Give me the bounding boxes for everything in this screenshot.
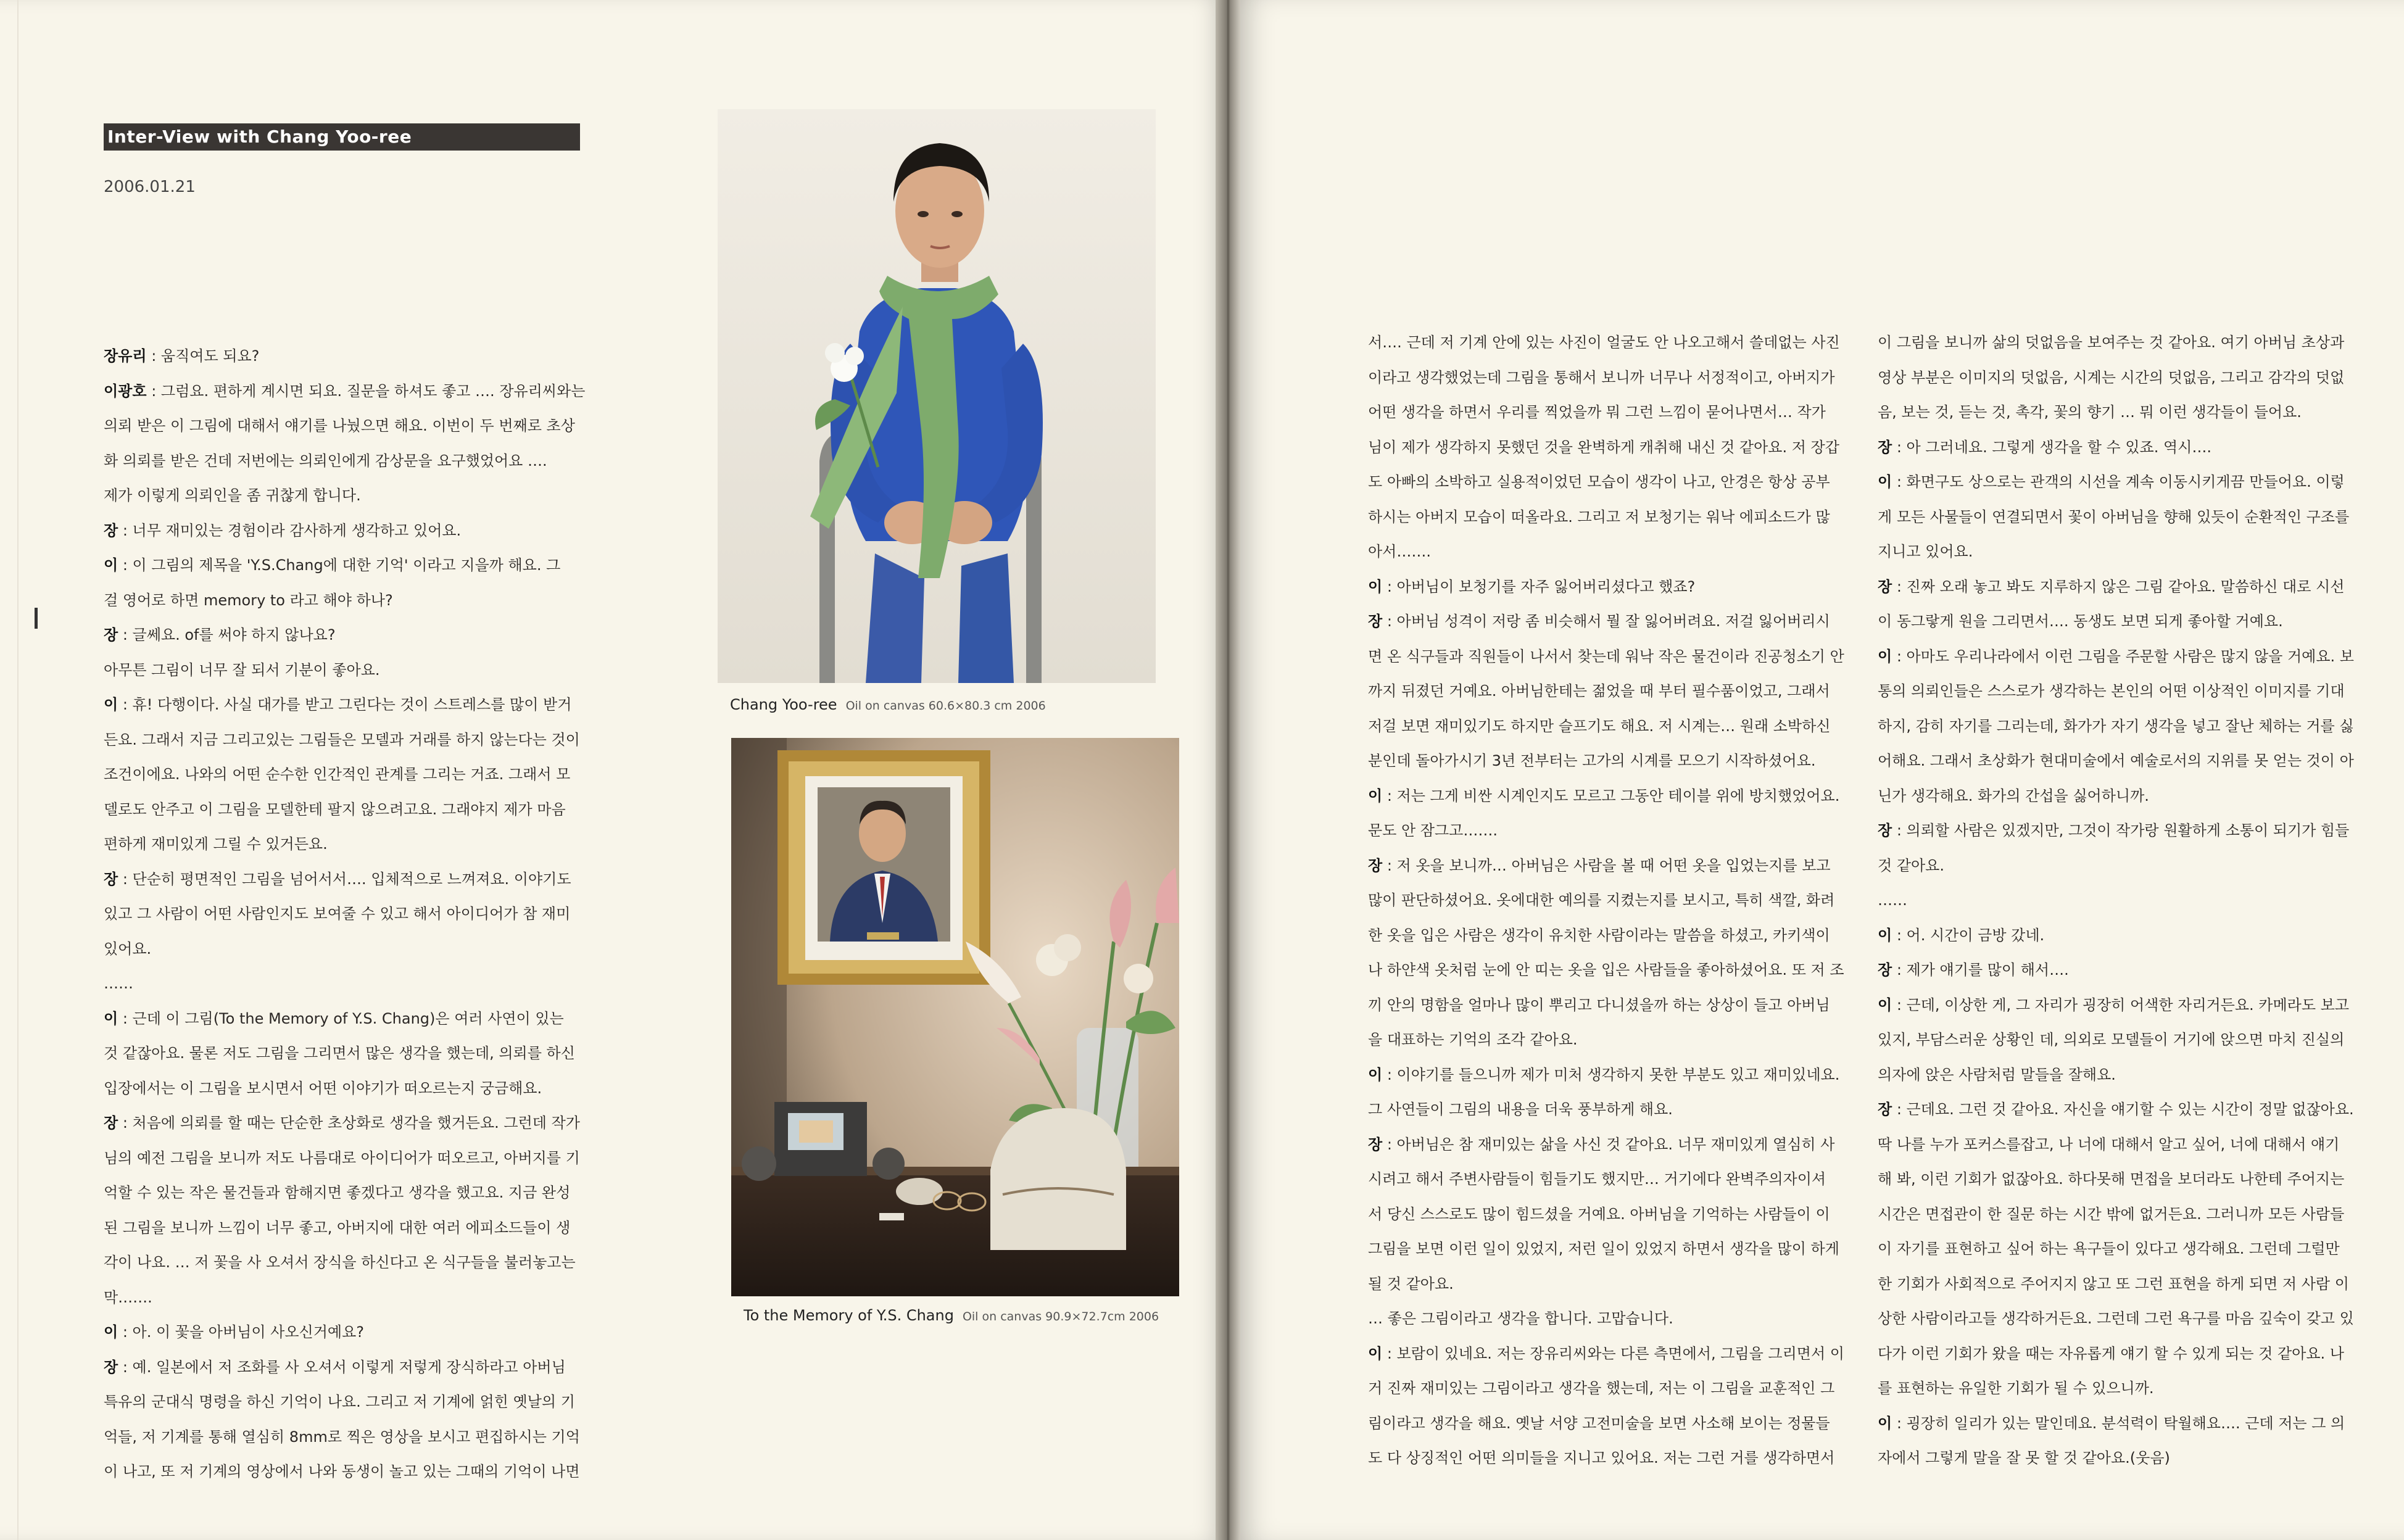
line-text: 이 나고, 또 저 기계의 영상에서 나와 동생이 놀고 있는 그때의 기억이 나면 — [104, 1463, 580, 1480]
text-line — [104, 1001, 616, 1037]
line-text: : 아 그러네요. 그렇게 생각을 할 수 있죠. 역시…. — [1892, 438, 2211, 456]
text-line — [104, 374, 616, 409]
line-text: 을 대표하는 기억의 조각 같아요. — [1368, 1031, 1578, 1048]
line-text: 서 당신 스스로도 많이 힘드셨을 거예요. 아버님을 기억하는 사람들이 이 — [1368, 1205, 1830, 1223]
line-text: 그 사연들이 그림의 내용을 더욱 풍부하게 해요. — [1368, 1101, 1673, 1118]
text-line — [104, 1454, 616, 1489]
text-line — [104, 966, 616, 1001]
text-line — [104, 548, 616, 583]
line-text: 그림을 보면 이런 일이 있었지, 저런 일이 있었지 하면서 생각을 많이 하게 — [1368, 1240, 1839, 1257]
speaker-label: 이 — [1368, 1344, 1383, 1362]
line-text: 닌가 생각해요. 화가의 간섭을 싫어하니까. — [1878, 787, 2149, 805]
text-line — [1878, 1197, 2365, 1232]
line-text: 도 다 상징적인 어떤 의미들을 지니고 있어요. 저는 그런 거를 생각하면서 — [1368, 1449, 1835, 1467]
line-text: 될 것 같아요. — [1368, 1275, 1454, 1293]
line-text: 특유의 군대식 명령을 하신 기억이 나요. 그리고 저 기계에 얽힌 옛날의 기 — [104, 1393, 575, 1410]
line-text: 거 진짜 재미있는 그림이라고 생각을 했는데, 저는 이 그림을 교훈적인 그 — [1368, 1380, 1835, 1397]
text-line — [1368, 1058, 1855, 1093]
speaker-label: 장 — [104, 521, 118, 539]
line-text: 아무튼 그림이 너무 잘 되서 기분이 좋아요. — [104, 661, 380, 679]
line-text: : 예. 일본에서 저 조화를 사 오셔서 이렇게 저렇게 장식하라고 아버님 — [118, 1358, 566, 1376]
text-line — [1368, 1197, 1855, 1232]
line-text: 있고 그 사람이 어떤 사람인지도 보여줄 수 있고 해서 아이디어가 참 재미 — [104, 905, 571, 922]
text-line — [1368, 569, 1855, 605]
text-line — [1368, 848, 1855, 884]
line-text: 이라고 생각했었는데 그림을 통해서 보니까 너무나 서정적이고, 아버지가 — [1368, 368, 1835, 386]
line-text: 의자에 앉은 사람처럼 말들을 잘해요. — [1878, 1066, 2116, 1083]
line-text: 음, 보는 것, 듣는 것, 촉각, 꽃의 향기 … 뭐 이런 생각들이 들어요. — [1878, 404, 2302, 421]
text-line — [104, 722, 616, 758]
speaker-label: 장 — [1368, 613, 1383, 630]
line-text: 영상 부분은 이미지의 덧없음, 시계는 시간의 덧없음, 그리고 감각의 덧없 — [1878, 368, 2345, 386]
line-text: : 보람이 있네요. 저는 장유리씨와는 다른 측면에서, 그림을 그리면서 이 — [1382, 1344, 1844, 1362]
text-line — [104, 1036, 616, 1071]
line-text: 막……. — [104, 1288, 152, 1306]
line-text: : 근데요. 그런 것 같아요. 자신을 얘기할 수 있는 시간이 정말 없잖아요. — [1892, 1101, 2354, 1118]
text-line — [1878, 674, 2365, 709]
line-text: … 좋은 그림이라고 생각을 합니다. 고맙습니다. — [1368, 1310, 1673, 1327]
line-text: 다가 이런 기회가 왔을 때는 자유롭게 얘기 할 수 있게 되는 것 같아요. 나 — [1878, 1344, 2344, 1362]
speaker-label: 이 — [1878, 926, 1892, 944]
speaker-label: 이 — [104, 557, 118, 574]
text-line — [1368, 709, 1855, 744]
line-text: : 이야기를 들으니까 제가 미처 생각하지 못한 부분도 있고 재미있네요. — [1382, 1066, 1840, 1083]
line-text: : 굉장히 일리가 있는 말인데요. 분석력이 탁월해요…. 근데 저는 그 의 — [1892, 1414, 2345, 1432]
text-line — [1878, 325, 2365, 360]
line-text: 있어요. — [104, 940, 152, 958]
text-line — [1368, 953, 1855, 988]
line-text: 하지, 감히 자기를 그리는데, 화가가 자기 생각을 넣고 잘난 체하는 거를 싫 — [1878, 717, 2354, 735]
text-line — [1878, 779, 2365, 814]
speaker-label: 이 — [1878, 1414, 1892, 1432]
line-text: 편하게 재미있게 그릴 수 있거든요. — [104, 835, 328, 853]
line-text: : 화면구도 상으로는 관객의 시선을 계속 이동시키게끔 만들어요. 이렇 — [1892, 473, 2345, 491]
line-text: 조건이에요. 나와의 어떤 순수한 인간적인 관계를 그리는 거죠. 그래서 모 — [104, 766, 571, 783]
line-text: 있지, 부담스러운 상황인 데, 의외로 모델들이 거기에 앉으면 마치 진실의 — [1878, 1031, 2345, 1048]
speaker-label: 장 — [1368, 856, 1383, 874]
text-line — [1878, 430, 2365, 465]
text-line — [104, 757, 616, 792]
line-text: 저걸 보면 재미있기도 하지만 슬프기도 해요. 저 시계는… 원래 소박하신 — [1368, 717, 1831, 735]
line-text: 시간은 면접관이 한 질문 하는 시간 밖에 없거든요. 그러니까 모든 사람들 — [1878, 1205, 2345, 1223]
text-line — [1368, 1092, 1855, 1127]
line-text: 문도 안 잠그고……. — [1368, 822, 1498, 839]
line-text: 님이 제가 생각하지 못했던 것을 완벽하게 캐취해 내신 것 같아요. 저 장갑 — [1368, 438, 1839, 456]
text-line — [104, 862, 616, 897]
text-line — [1878, 918, 2365, 953]
line-text: 통의 의뢰인들은 스스로가 생각하는 본인의 어떤 이상적인 이미지를 기대 — [1878, 682, 2345, 700]
speaker-label: 이 — [1878, 473, 1892, 491]
caption-memory-title: To the Memory of Y.S. Chang — [744, 1307, 954, 1324]
line-text: : 어. 시간이 금방 갔네. — [1892, 926, 2045, 944]
text-line — [1368, 1267, 1855, 1302]
text-line — [1878, 1162, 2365, 1197]
text-line — [1368, 1232, 1855, 1267]
speaker-label: 이 — [104, 1009, 118, 1027]
text-line — [1878, 1267, 2365, 1302]
text-line — [1368, 1162, 1855, 1197]
text-line — [1368, 360, 1855, 395]
text-line — [1368, 813, 1855, 848]
text-line — [1878, 1406, 2365, 1441]
speaker-label: 장 — [1878, 961, 1892, 979]
line-text: 어떤 생각을 하면서 우리를 찍었을까 뭐 그런 느낌이 묻어나면서… 작가 — [1368, 404, 1826, 421]
text-line — [1878, 1058, 2365, 1093]
text-line — [104, 1420, 616, 1455]
line-text: 한 기회가 사회적으로 주어지지 않고 또 그런 표현을 하게 되면 저 사람 이 — [1878, 1275, 2349, 1293]
text-line — [104, 653, 616, 688]
line-text: 림이라고 생각을 해요. 옛날 서양 고전미술을 보면 사소해 보이는 정물들 — [1368, 1414, 1830, 1432]
line-text: 든요. 그래서 지금 그리고있는 그림들은 모델과 거래를 하지 않는다는 것이 — [104, 731, 580, 748]
interview-title: Inter-View with Chang Yoo-ree — [107, 126, 412, 147]
left-text-column — [104, 339, 616, 1489]
line-text: 끼 안의 명함을 얼마나 많이 뿌리고 다니셨을까 하는 상상이 들고 아버님 — [1368, 996, 1830, 1014]
interview-date: 2006.01.21 — [104, 178, 196, 196]
text-line — [1368, 1371, 1855, 1406]
margin-mark — [35, 608, 38, 629]
interview-title-bar — [104, 123, 580, 151]
text-line — [1878, 639, 2365, 674]
text-line — [104, 932, 616, 967]
line-text: 이 자기를 표현하고 싶어 하는 욕구들이 있다고 생각해요. 그런데 그럴만 — [1878, 1240, 2340, 1257]
text-line — [1878, 604, 2365, 639]
caption-portrait-details: Oil on canvas 60.6×80.3 cm 2006 — [845, 699, 1046, 713]
line-text: : 아버님은 참 재미있는 삶을 사신 것 같아요. 너무 재미있게 열심히 사 — [1382, 1135, 1835, 1153]
text-line — [1368, 988, 1855, 1023]
text-line — [1368, 500, 1855, 535]
text-line — [1878, 848, 2365, 884]
speaker-label: 장유리 — [104, 347, 147, 365]
line-text: 된 그림을 보니까 느낌이 너무 좋고, 아버지에 대한 여러 에피소드들이 생 — [104, 1219, 571, 1236]
speaker-label: 이 — [1368, 787, 1383, 805]
text-line — [1878, 1301, 2365, 1336]
text-line — [1878, 953, 2365, 988]
text-line — [1878, 1022, 2365, 1058]
text-line — [104, 1385, 616, 1420]
line-text: : 의뢰할 사람은 있겠지만, 그것이 작가랑 원활하게 소통이 되기가 힘들 — [1892, 822, 2350, 839]
text-line — [1368, 743, 1855, 779]
line-text: …… — [1878, 892, 1907, 909]
text-line — [1368, 430, 1855, 465]
text-line — [104, 1280, 616, 1315]
text-line — [1368, 1441, 1855, 1476]
line-text: …… — [104, 975, 133, 992]
right-page — [1233, 0, 2404, 1540]
text-line — [1878, 1371, 2365, 1406]
text-line — [1368, 674, 1855, 709]
line-text: 이 동그랗게 원을 그리면서…. 동생도 보면 되게 좋아할 거예요. — [1878, 613, 2283, 630]
line-text: : 아마도 우리나라에서 이런 그림을 주문할 사람은 많지 않을 거예요. 보 — [1892, 647, 2354, 665]
text-line — [1878, 1336, 2365, 1372]
text-line — [1878, 395, 2365, 430]
text-line — [1368, 395, 1855, 430]
line-text: 입장에서는 이 그림을 보시면서 어떤 이야기가 떠오르는지 궁금해요. — [104, 1079, 542, 1097]
text-line — [1368, 779, 1855, 814]
text-line — [1368, 534, 1855, 569]
speaker-label: 이 — [1878, 647, 1892, 665]
text-line — [1878, 500, 2365, 535]
text-line — [1878, 1232, 2365, 1267]
line-text: 까지 뒤졌던 거예요. 아버님한테는 젊었을 때 부터 필수품이었고, 그래서 — [1368, 682, 1830, 700]
text-line — [104, 1211, 616, 1246]
line-text: 많이 판단하셨어요. 옷에대한 예의를 지켰는지를 보시고, 특히 색깔, 화려 — [1368, 892, 1835, 909]
line-text: 시려고 해서 주변사람들이 힘들기도 했지만… 거기에다 완벽주의자이셔 — [1368, 1170, 1826, 1188]
book-gutter — [1216, 0, 1240, 1540]
text-line — [1368, 1022, 1855, 1058]
speaker-label: 장 — [104, 1114, 118, 1132]
text-line — [104, 618, 616, 653]
line-text: 아서……. — [1368, 543, 1431, 560]
text-line — [1878, 988, 2365, 1023]
text-line — [1878, 813, 2365, 848]
line-text: 면 온 식구들과 직원들이 나서서 찾는데 워낙 작은 물건이라 진공청소기 안 — [1368, 647, 1844, 665]
speaker-label: 장 — [1878, 578, 1892, 595]
line-text: : 단순히 평면적인 그림을 넘어서서…. 입체적으로 느껴져요. 이야기도 — [118, 870, 571, 888]
text-line — [1368, 1301, 1855, 1336]
line-text: 어해요. 그래서 초상화가 현대미술에서 예술로서의 지위를 못 얻는 것이 아 — [1878, 752, 2354, 769]
text-line — [104, 513, 616, 549]
line-text: 델로도 안주고 이 그림을 모델한테 팔지 않으려고요. 그래야지 제가 마음 — [104, 800, 566, 818]
line-text: 것 같잖아요. 물론 저도 그림을 그리면서 많은 생각을 했는데, 의뢰를 하신 — [104, 1045, 575, 1062]
speaker-label: 장 — [104, 870, 118, 888]
line-text: 하시는 아버지 모습이 떠올라요. 그리고 저 보청기는 워낙 에피소드가 많 — [1368, 508, 1830, 526]
speaker-label: 장 — [104, 626, 118, 644]
speaker-label: 이 — [1878, 996, 1892, 1014]
line-text: 도 아빠의 소박하고 실용적이었던 모습이 생각이 나고, 안경은 항상 공부 — [1368, 473, 1830, 491]
line-text: : 처음에 의뢰를 할 때는 단순한 초상화로 생각을 했거든요. 그런데 작가 — [118, 1114, 580, 1132]
right-text-column-1 — [1368, 325, 1855, 1476]
text-line — [104, 583, 616, 618]
line-text: : 움직여도 되요? — [146, 347, 260, 365]
line-text: : 아버님 성격이 저랑 좀 비슷해서 뭘 잘 잃어버려요. 저걸 잃어버리시 — [1382, 613, 1830, 630]
speaker-label: 장 — [104, 1358, 118, 1376]
speaker-label: 이 — [1368, 1066, 1383, 1083]
caption-memory — [744, 1307, 1159, 1324]
text-line — [104, 792, 616, 827]
text-line — [1368, 1406, 1855, 1441]
memory-painting — [731, 738, 1179, 1296]
line-text: : 이 그림의 제목을 'Y.S.Chang에 대한 기억' 이라고 지을까 해요. 그 — [118, 557, 561, 574]
line-text: 분인데 돌아가시기 3년 전부터는 고가의 시계를 모으기 시작하셨어요. — [1368, 752, 1816, 769]
text-line — [104, 896, 616, 932]
text-line — [104, 1071, 616, 1106]
line-text: 를 표현하는 유일한 기회가 될 수 있으니까. — [1878, 1380, 2154, 1397]
line-text: : 근데 이 그림(To the Memory of Y.S. Chang)은 여러 사연이 있는 — [118, 1009, 564, 1027]
line-text: 서…. 근데 저 기계 안에 있는 사진이 얼굴도 안 나오고해서 쓸데없는 사진 — [1368, 334, 1840, 351]
speaker-label: 이 — [104, 696, 118, 713]
text-line — [1368, 325, 1855, 360]
text-line — [1878, 743, 2365, 779]
text-line — [1878, 883, 2365, 918]
line-text: : 저는 그게 비싼 시계인지도 모르고 그동안 테이블 위에 방치했었어요. — [1382, 787, 1840, 805]
page-edge — [17, 0, 19, 1540]
line-text: 억들, 저 기계를 통해 열심히 8mm로 찍은 영상을 보시고 편집하시는 기억 — [104, 1428, 580, 1446]
text-line — [104, 1315, 616, 1350]
speaker-label: 장 — [1878, 438, 1892, 456]
line-text: : 아. 이 꽃을 아버님이 사오신거예요? — [118, 1323, 364, 1341]
speaker-label: 이 — [104, 1323, 118, 1341]
text-line — [104, 1350, 616, 1385]
text-line — [104, 827, 616, 862]
speaker-label: 장 — [1878, 822, 1892, 839]
text-line — [1878, 360, 2365, 395]
line-text: : 근데, 이상한 게, 그 자리가 굉장히 어색한 자리거든요. 카메라도 보고 — [1892, 996, 2350, 1014]
text-line — [1368, 604, 1855, 639]
text-line — [1878, 569, 2365, 605]
portrait-painting — [718, 109, 1156, 683]
caption-portrait-title: Chang Yoo-ree — [730, 696, 837, 713]
line-text: 님의 예전 그림을 보니까 저도 나름대로 아이디어가 떠오르고, 아버지를 기 — [104, 1149, 580, 1167]
speaker-label: 이 — [1368, 578, 1383, 595]
line-text: : 저 옷을 보니까… 아버님은 사람을 볼 때 어떤 옷을 입었는지를 보고 — [1382, 856, 1831, 874]
line-text: : 그럼요. 편하게 계시면 되요. 질문을 하셔도 좋고 …. 장유리씨와는 — [146, 382, 586, 400]
text-line — [104, 408, 616, 444]
caption-memory-details: Oil on canvas 90.9×72.7cm 2006 — [962, 1310, 1159, 1323]
line-text: 화 의뢰를 받은 건데 저번에는 의뢰인에게 감상문을 요구했었어요 …. — [104, 452, 547, 470]
line-text: : 진짜 오래 놓고 봐도 지루하지 않은 그림 같아요. 말씀하신 대로 시선 — [1892, 578, 2345, 595]
text-line — [1368, 1127, 1855, 1162]
text-line — [104, 687, 616, 722]
line-text: 자에서 그렇게 말을 잘 못 할 것 같아요.(웃음) — [1878, 1449, 2170, 1467]
text-line — [1878, 1127, 2365, 1162]
line-text: : 글쎄요. of를 써야 하지 않나요? — [118, 626, 336, 644]
line-text: 게 모든 사물들이 연결되면서 꽃이 아버님을 향해 있듯이 순환적인 구조를 — [1878, 508, 2350, 526]
line-text: 의뢰 받은 이 그림에 대해서 얘기를 나눴으면 해요. 이번이 두 번째로 초상 — [104, 417, 575, 434]
right-text-column-2 — [1878, 325, 2365, 1476]
line-text: 지니고 있어요. — [1878, 543, 1973, 560]
line-text: 한 옷을 입은 사람은 생각이 유치한 사람이라는 말씀을 하셨고, 카키색이 — [1368, 926, 1830, 944]
text-line — [104, 1245, 616, 1280]
text-line — [104, 1141, 616, 1176]
text-line — [1368, 639, 1855, 674]
text-line — [1368, 1336, 1855, 1372]
line-text: 딱 나를 누가 포커스를잡고, 나 너에 대해서 알고 싶어, 너에 대해서 얘기 — [1878, 1135, 2340, 1153]
line-text: 이 그림을 보니까 삶의 덧없음을 보여주는 것 같아요. 여기 아버님 초상과 — [1878, 334, 2345, 351]
speaker-label: 이광호 — [104, 382, 147, 400]
text-line — [1878, 1441, 2365, 1476]
line-text: 것 같아요. — [1878, 856, 1944, 874]
text-line — [104, 1175, 616, 1211]
text-line — [104, 444, 616, 479]
text-line — [104, 339, 616, 374]
text-line — [104, 1106, 616, 1141]
caption-portrait — [730, 696, 1046, 713]
line-text: : 너무 재미있는 경험이라 감사하게 생각하고 있어요. — [118, 521, 462, 539]
line-text: : 휴! 다행이다. 사실 대가를 받고 그린다는 것이 스트레스를 많이 받거 — [118, 696, 572, 713]
line-text: 제가 이렇게 의뢰인을 좀 귀찮게 합니다. — [104, 487, 361, 504]
text-line — [1368, 883, 1855, 918]
line-text: 나 하얀색 옷처럼 눈에 안 띠는 옷을 입은 사람들을 좋아하셨어요. 또 저 조 — [1368, 961, 1844, 979]
line-text: : 제가 얘기를 많이 해서…. — [1892, 961, 2069, 979]
text-line — [1368, 918, 1855, 953]
line-text: 걸 영어로 하면 memory to 라고 해야 하나? — [104, 591, 393, 609]
line-text: 해 봐, 이런 기회가 없잖아요. 하다못해 면접을 보더라도 나한테 주어지는 — [1878, 1170, 2345, 1188]
text-line — [1878, 534, 2365, 569]
text-line — [1878, 1092, 2365, 1127]
speaker-label: 장 — [1878, 1101, 1892, 1118]
line-text: 상한 사람이라고들 생각하거든요. 그런데 그런 욕구를 마음 깊숙이 갖고 있 — [1878, 1310, 2354, 1327]
text-line — [1878, 709, 2365, 744]
speaker-label: 장 — [1368, 1135, 1383, 1153]
line-text: 각이 나요. … 저 꽃을 사 오셔서 장식을 하신다고 온 식구들을 불러놓고는 — [104, 1254, 576, 1271]
text-line — [1878, 465, 2365, 500]
line-text: : 아버님이 보청기를 자주 잃어버리셨다고 했죠? — [1382, 578, 1696, 595]
text-line — [104, 478, 616, 513]
text-line — [1368, 465, 1855, 500]
line-text: 억할 수 있는 작은 물건들과 함해지면 좋겠다고 생각을 했고요. 지금 완성 — [104, 1184, 571, 1201]
